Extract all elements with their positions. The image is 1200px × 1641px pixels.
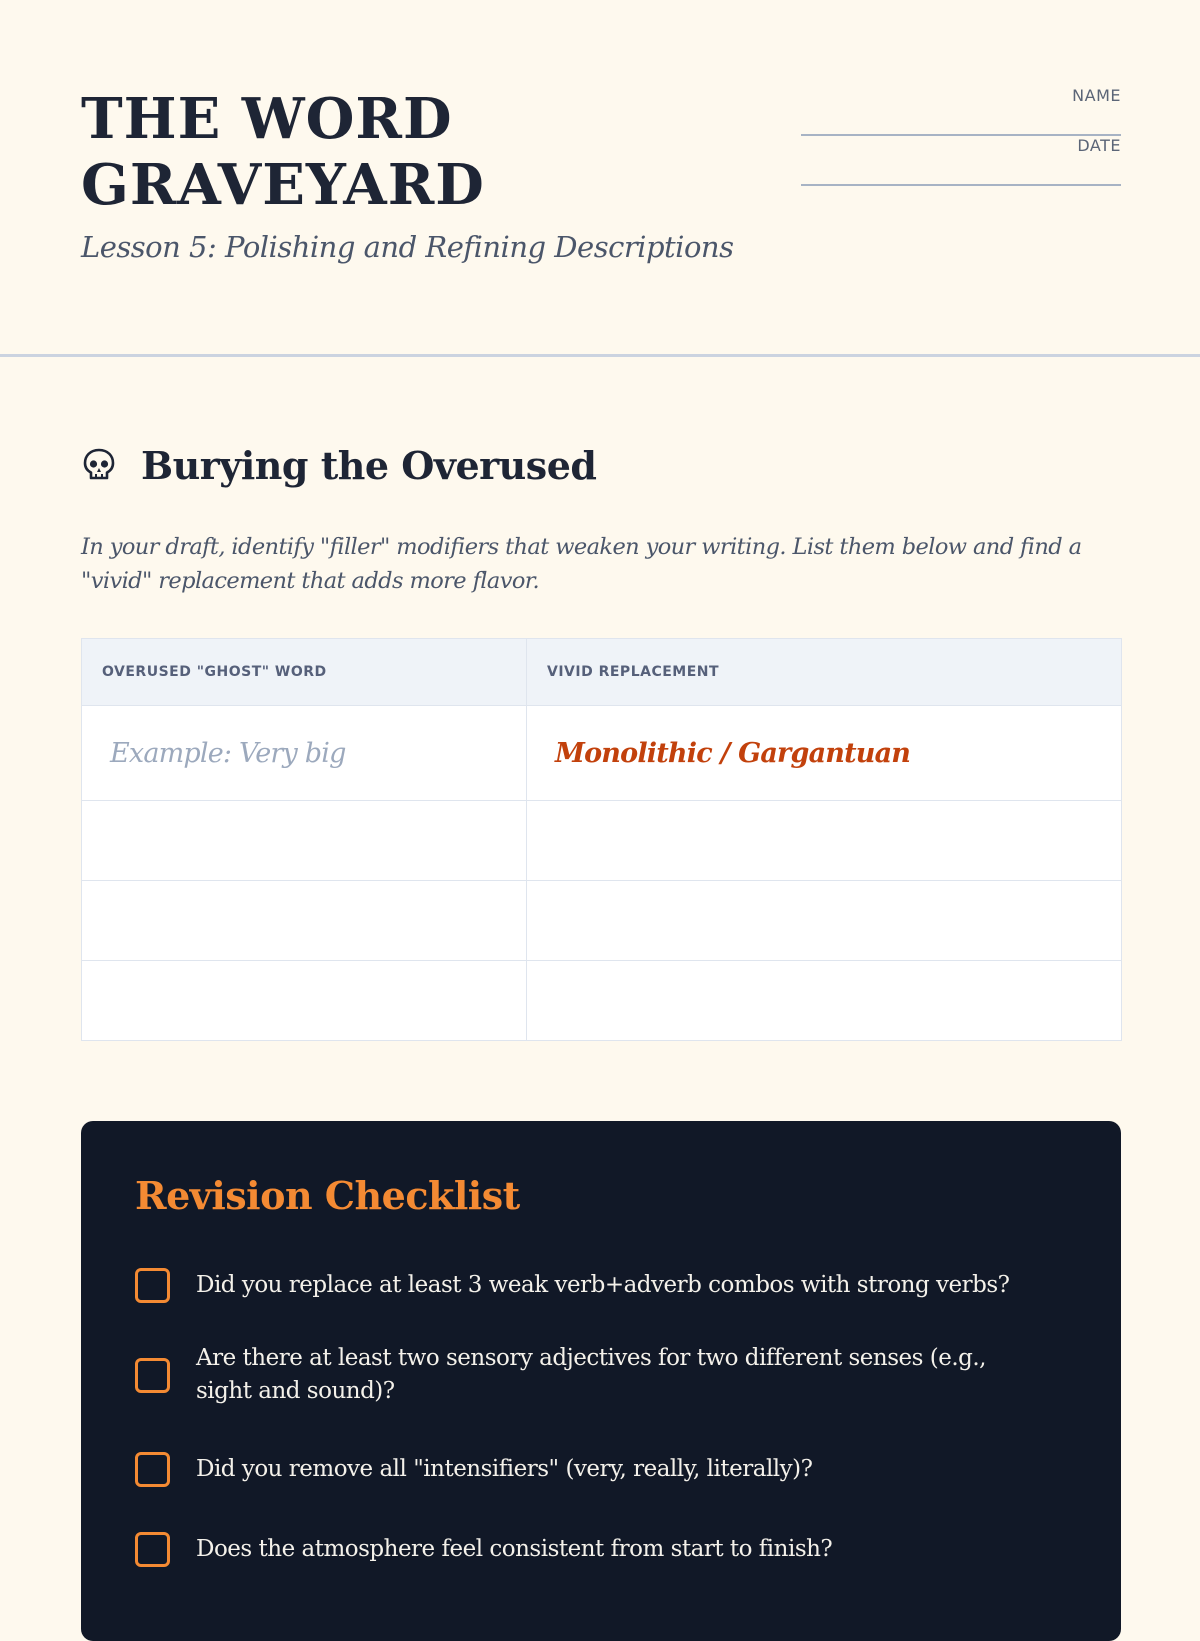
- checkbox[interactable]: [135, 1452, 170, 1487]
- vivid-replacement-cell[interactable]: [527, 801, 1122, 881]
- header-ghost-word: OVERUSED "GHOST" WORD: [82, 639, 527, 706]
- worksheet-header: [81, 86, 1121, 286]
- page-title: [81, 86, 485, 218]
- ghost-word-cell[interactable]: [82, 881, 527, 961]
- checkbox[interactable]: [135, 1358, 170, 1393]
- header-divider: [0, 354, 1200, 357]
- table-row: [82, 801, 1122, 881]
- ghost-word-cell[interactable]: [82, 961, 527, 1041]
- checklist-item-text: Did you remove all "intensifiers" (very, really, literally)?: [196, 1456, 813, 1482]
- checklist-item-text: Does the atmosphere feel consistent from start to finish?: [196, 1536, 833, 1562]
- checklist-title: Revision Checklist: [135, 1173, 520, 1218]
- skull-icon: [81, 447, 117, 483]
- ghost-word-cell[interactable]: [82, 801, 527, 881]
- checklist-item-text: Did you replace at least 3 weak verb+adverb combos with strong verbs?: [196, 1272, 1010, 1298]
- checklist-item: [135, 1268, 1035, 1303]
- checkbox[interactable]: [135, 1532, 170, 1567]
- vivid-replacement-cell[interactable]: [527, 881, 1122, 961]
- checklist-item: [135, 1342, 1035, 1408]
- date-label: DATE: [1077, 136, 1121, 155]
- vivid-replacement-cell[interactable]: [527, 961, 1122, 1041]
- section-instructions: In your draft, identify "filler" modifiers that weaken your writing. List them below and find a "vivid" replacement that adds more flavor.: [81, 534, 1082, 594]
- word-table: [81, 638, 1121, 1041]
- student-meta: [801, 86, 1121, 186]
- title-line-1: THE WORD: [81, 86, 453, 152]
- name-label: NAME: [1072, 86, 1121, 105]
- example-ghost-word: Example: Very big: [82, 706, 527, 801]
- example-vivid-replacement: Monolithic / Gargantuan: [527, 706, 1122, 801]
- checklist-item: [135, 1532, 1035, 1567]
- lesson-subtitle: Lesson 5: Polishing and Refining Descriptions: [81, 230, 734, 264]
- table-row-example: [82, 706, 1122, 801]
- section-title: Burying the Overused: [141, 442, 597, 488]
- title-line-2: GRAVEYARD: [81, 152, 485, 218]
- revision-checklist: [81, 1121, 1121, 1641]
- section-heading: [81, 440, 596, 490]
- checkbox[interactable]: [135, 1268, 170, 1303]
- table-row: [82, 961, 1122, 1041]
- checklist-item-text: Are there at least two sensory adjectives for two different senses (e.g., sight and sound)?: [196, 1345, 986, 1404]
- date-field[interactable]: [801, 136, 1121, 186]
- table-header-row: [82, 639, 1122, 706]
- table-row: [82, 881, 1122, 961]
- header-vivid-replacement: VIVID REPLACEMENT: [527, 639, 1122, 706]
- checklist-item: [135, 1452, 1035, 1487]
- name-field[interactable]: [801, 86, 1121, 136]
